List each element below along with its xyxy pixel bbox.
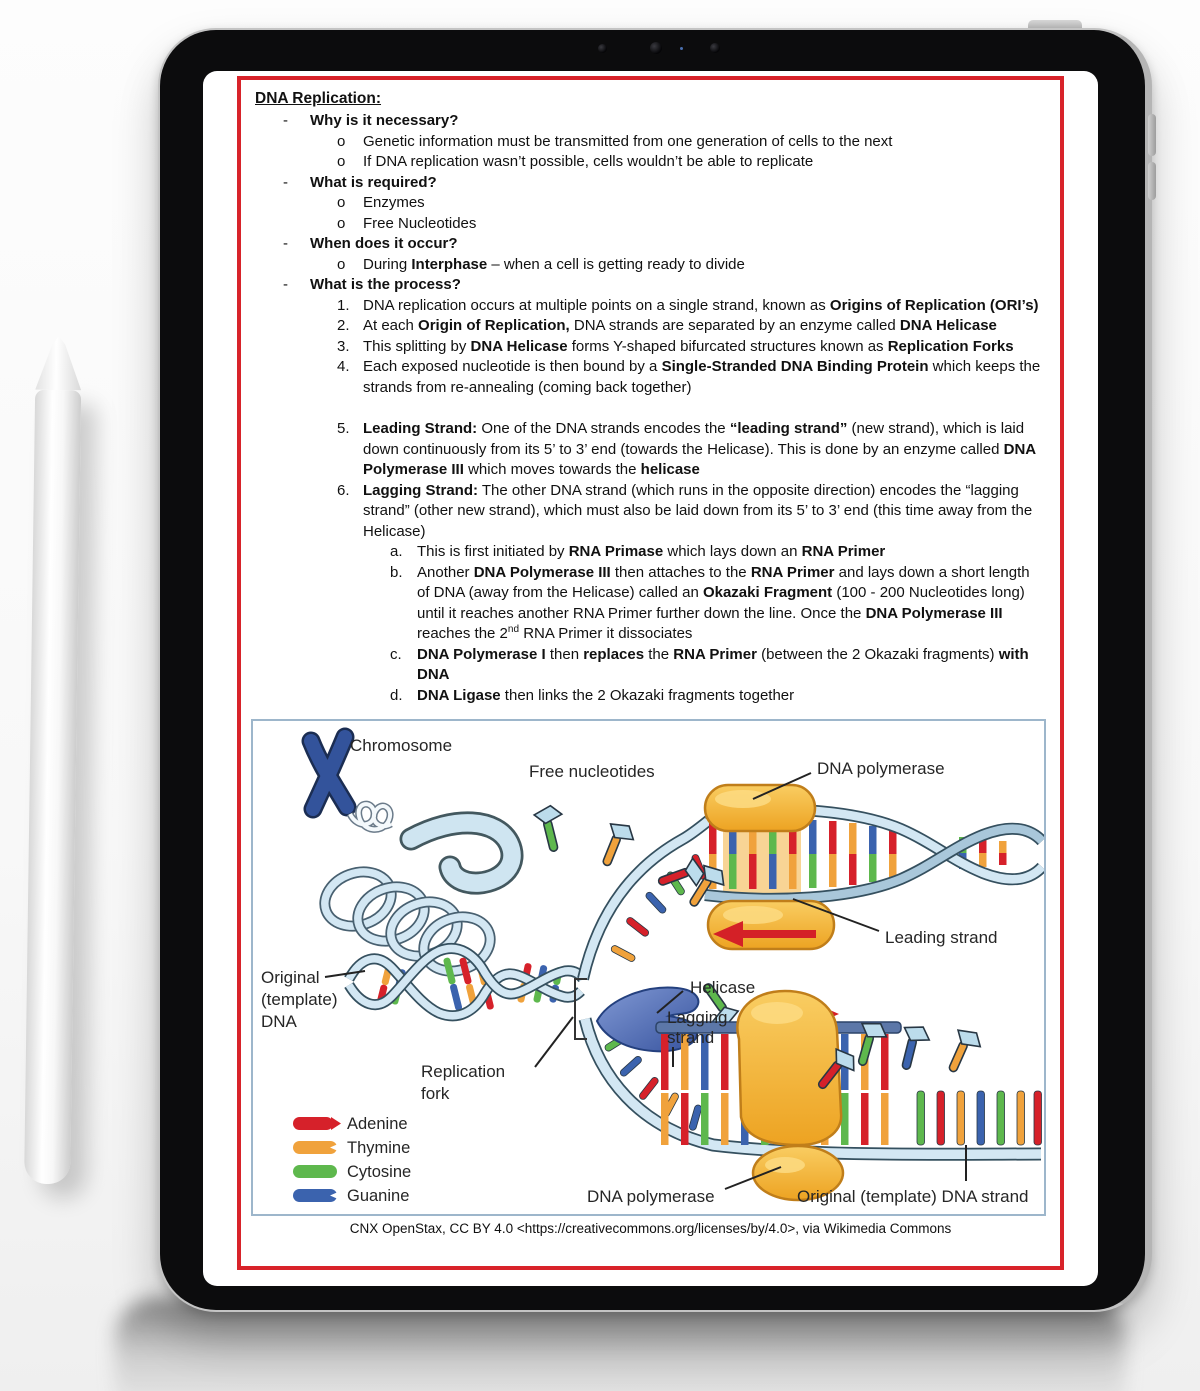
note-line xyxy=(255,645,1052,686)
bullet-marker: a. xyxy=(390,543,403,560)
note-line xyxy=(255,296,1052,317)
page-title: DNA Replication: xyxy=(255,90,382,107)
bullet-marker: 5. xyxy=(337,420,350,437)
bullet-marker: o xyxy=(337,255,346,273)
bullet-marker: o xyxy=(337,194,346,211)
note-text: This is first initiated by RNA Primase which lays down an RNA Primer xyxy=(417,543,886,560)
bullet-marker: 3. xyxy=(337,337,350,355)
svg-text:Thymine: Thymine xyxy=(347,1139,411,1157)
original-dna-label: Original xyxy=(261,968,320,987)
note-text: DNA Polymerase I then replaces the RNA Primer (between the 2 Okazaki fragments) with DNA xyxy=(417,645,1029,683)
bullet-marker: o xyxy=(337,214,346,232)
note-line xyxy=(255,542,1052,563)
replication-fork-label2: fork xyxy=(421,1084,450,1103)
note-line xyxy=(255,255,1052,276)
note-text: Leading Strand: One of the DNA strands encodes the “leading strand” (new strand), which is laid down continuously from its 5’ to 3’ end (towards the Helicase). This is done by an enzyme called DNA Polymerase III which moves towards the helicase xyxy=(363,420,1036,478)
note-line xyxy=(255,152,1052,173)
front-camera-icon xyxy=(650,42,662,54)
image-credit: CNX OpenStax, CC BY 4.0 <https://creativecommons.org/licenses/by/4.0>, via Wikimedia Commons xyxy=(349,1221,952,1236)
dna-diagram-svg xyxy=(251,719,1046,1216)
note-line xyxy=(255,686,1052,707)
note-text: At each Origin of Replication, DNA strands are separated by an enzyme called DNA Helicase xyxy=(363,317,997,334)
replication-fork-label: Replication xyxy=(421,1062,506,1081)
free-nucleotides-label: Free nucleotides xyxy=(529,762,655,781)
note-line xyxy=(255,214,1052,235)
bullet-marker: b. xyxy=(390,563,403,581)
svg-text:Cytosine: Cytosine xyxy=(347,1163,412,1181)
dna-polymerase-top-label: DNA polymerase xyxy=(817,759,945,778)
lagging-strand-label2: strand xyxy=(667,1028,715,1047)
note-text: What is required? xyxy=(310,173,437,191)
apple-pencil xyxy=(24,336,82,1185)
leading-strand-label: Leading strand xyxy=(885,928,998,947)
front-sensor-icon xyxy=(598,44,607,53)
volume-up-button[interactable] xyxy=(1148,114,1156,156)
pencil-body xyxy=(24,390,81,1185)
front-sensor-icon xyxy=(710,43,720,53)
note-text: Genetic information must be transmitted from one generation of cells to the next xyxy=(363,132,893,150)
note-text: Lagging Strand: The other DNA strand (which runs in the opposite direction) encodes the “lagging strand” (other new strand), which must also be laid down from its 5’ to 3’ end (this time away from the Helicase) xyxy=(363,481,1033,540)
bullet-marker: d. xyxy=(390,686,403,704)
original-dna-helix xyxy=(349,948,583,1015)
template-bases-right xyxy=(917,1091,1042,1145)
note-line xyxy=(255,111,1052,132)
note-line xyxy=(255,357,1052,398)
bullet-marker: o xyxy=(337,132,346,150)
legend-item-cytosine xyxy=(293,1163,411,1181)
legend-item-guanine xyxy=(293,1187,409,1205)
note-line xyxy=(255,337,1052,358)
note-line xyxy=(255,316,1052,337)
dna-replication-figure xyxy=(251,719,1042,1216)
legend xyxy=(293,1115,411,1205)
bullet-marker: 2. xyxy=(337,317,350,334)
original-dna-label2: (template) xyxy=(261,990,338,1009)
bullet-marker: 6. xyxy=(337,481,350,499)
note-text: Each exposed nucleotide is then bound by a Single-Stranded DNA Binding Protein which keeps the strands from re-annealing (coming back together) xyxy=(363,358,1041,396)
tablet-screen[interactable] xyxy=(203,71,1098,1286)
notes-page xyxy=(237,76,1064,1270)
note-line xyxy=(255,234,1052,255)
note-text: What is the process? xyxy=(310,276,461,293)
note-line xyxy=(255,193,1052,214)
note-text: This splitting by DNA Helicase forms Y-shaped bifurcated structures known as Replication Forks xyxy=(363,337,1014,355)
bullet-marker: - xyxy=(283,276,288,293)
tablet-frame xyxy=(158,28,1152,1312)
volume-down-button[interactable] xyxy=(1148,162,1156,200)
legend-item-adenine xyxy=(293,1115,408,1133)
dna-polymerase-bottom-label: DNA polymerase xyxy=(587,1187,715,1206)
bullet-marker: 4. xyxy=(337,358,350,375)
note-line xyxy=(255,563,1052,645)
note-line xyxy=(255,173,1052,194)
original-strand-label: Original (template) DNA strand xyxy=(797,1187,1029,1206)
bullet-marker: o xyxy=(337,153,346,170)
note-text: Another DNA Polymerase III then attaches to the RNA Primer and lays down a short length of DNA (away from the Helicase) called an Okazaki Fragment (100 - 200 Nucleotides long) until it reaches another RNA Primer further down the line. Once the DNA Polymerase III reaches the 2nd RNA Primer it dissociates xyxy=(417,563,1030,642)
pencil-tip xyxy=(35,336,82,391)
notes-list xyxy=(255,111,1052,706)
bullet-marker: c. xyxy=(390,645,402,663)
note-line xyxy=(255,419,1052,481)
note-text: During Interphase – when a cell is getting ready to divide xyxy=(363,255,745,273)
bullet-marker: - xyxy=(283,112,288,129)
note-line xyxy=(255,481,1052,543)
camera-indicator-icon xyxy=(680,47,683,50)
note-line xyxy=(255,132,1052,153)
lagging-strand-label: Lagging xyxy=(667,1008,728,1027)
svg-text:Adenine: Adenine xyxy=(347,1115,408,1133)
note-line xyxy=(255,275,1052,296)
chromosome-shape xyxy=(311,737,347,809)
note-text: When does it occur? xyxy=(310,235,458,252)
note-text: Why is it necessary? xyxy=(310,112,459,129)
chromosome-label: Chromosome xyxy=(350,736,453,755)
svg-text:Guanine: Guanine xyxy=(347,1187,410,1205)
note-text: Enzymes xyxy=(363,194,425,211)
chromatin-coil xyxy=(317,804,512,980)
note-text: Free Nucleotides xyxy=(363,214,477,232)
note-text: DNA replication occurs at multiple points on a single strand, known as Origins of Replication (ORI’s) xyxy=(363,296,1039,314)
bullet-marker: - xyxy=(283,173,288,191)
bullet-marker: 1. xyxy=(337,296,350,314)
note-text: DNA Ligase then links the 2 Okazaki fragments together xyxy=(417,686,795,704)
helicase-label: Helicase xyxy=(690,978,756,997)
free-nucleotides-bottom xyxy=(851,1019,985,1078)
legend-item-thymine xyxy=(293,1139,410,1157)
original-dna-label3: DNA xyxy=(261,1012,297,1031)
bullet-marker: - xyxy=(283,235,288,252)
note-text: If DNA replication wasn’t possible, cells wouldn’t be able to replicate xyxy=(363,153,814,170)
